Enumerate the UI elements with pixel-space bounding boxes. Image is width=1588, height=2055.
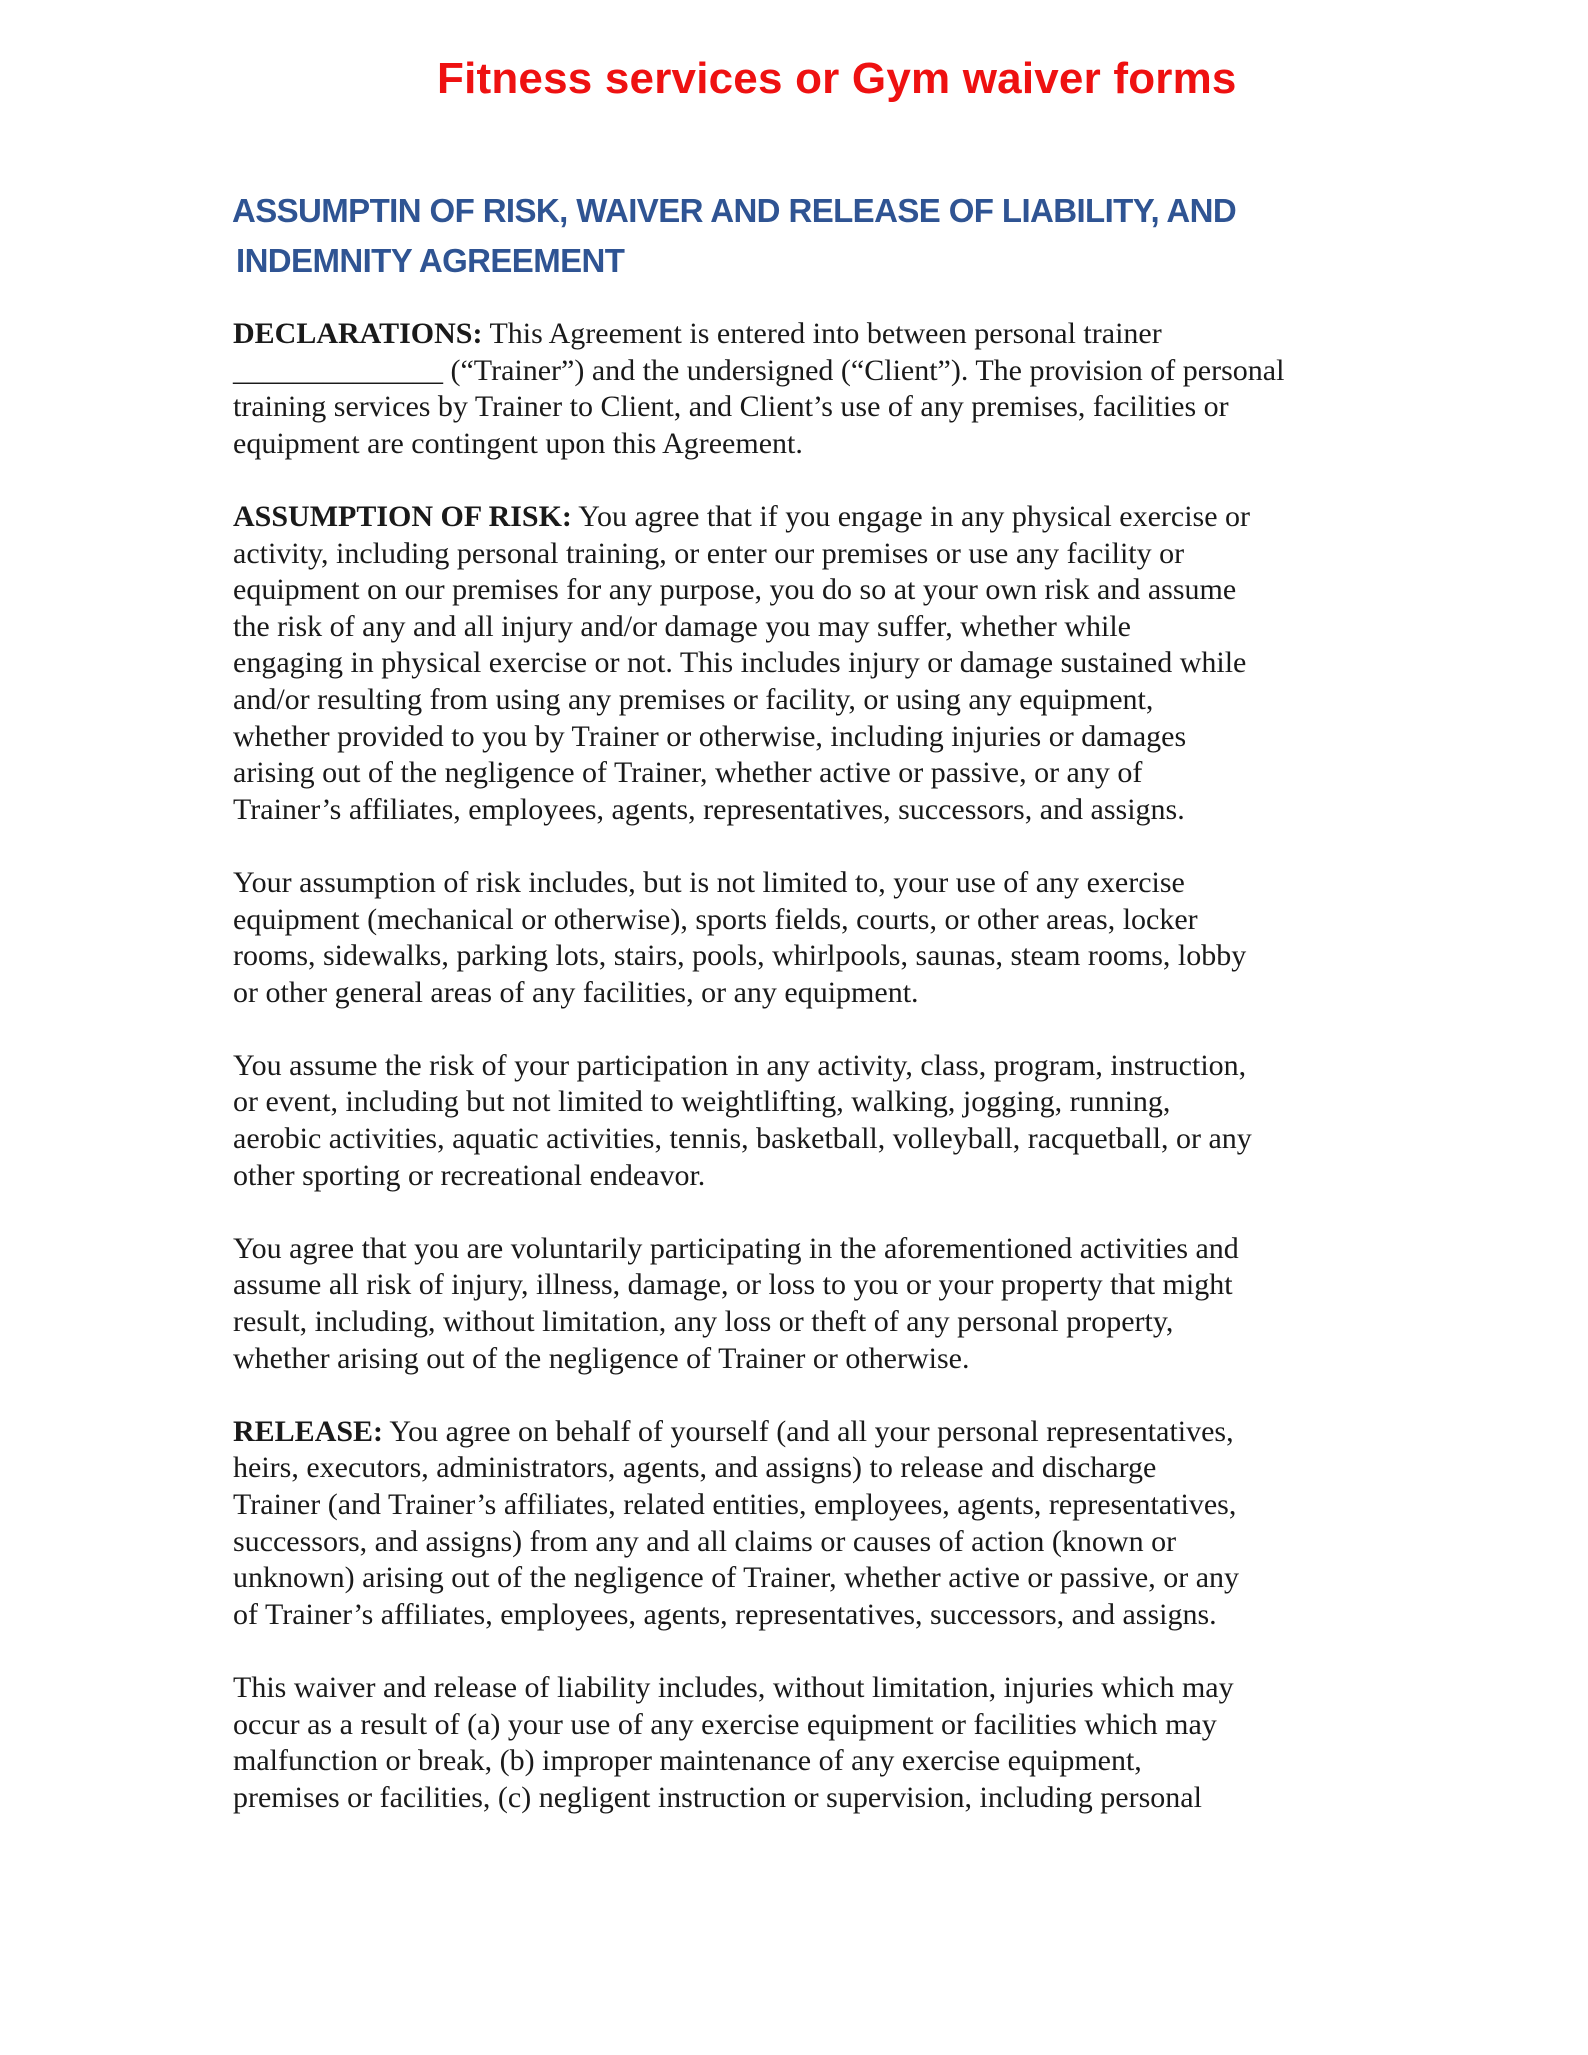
text-line bbox=[233, 902, 1284, 939]
line-text: successors, and assigns) from any and all claims or causes of action (known or bbox=[233, 1524, 1177, 1558]
text-line bbox=[233, 1158, 1284, 1195]
text-line bbox=[233, 536, 1284, 573]
line-text: Trainer’s affiliates, employees, agents, representatives, successors, and assigns. bbox=[233, 792, 1185, 826]
text-line bbox=[233, 609, 1284, 646]
line-text: rooms, sidewalks, parking lots, stairs, pools, whirlpools, saunas, steam rooms, lobby bbox=[233, 939, 1247, 973]
paragraph bbox=[233, 1231, 1284, 1377]
text-line bbox=[233, 1450, 1284, 1487]
paragraph bbox=[233, 1670, 1284, 1816]
text-line bbox=[233, 1267, 1284, 1304]
text-line bbox=[233, 389, 1284, 426]
text-line bbox=[233, 1341, 1284, 1378]
text-line bbox=[233, 682, 1284, 719]
text-line bbox=[233, 1524, 1284, 1561]
line-text: equipment (mechanical or otherwise), sports fields, courts, or other areas, locker bbox=[233, 902, 1198, 936]
line-text: activity, including personal training, or enter our premises or use any facility or bbox=[233, 536, 1185, 570]
text-line bbox=[233, 719, 1284, 756]
text-line bbox=[233, 1414, 1284, 1451]
line-text: This waiver and release of liability includes, without limitation, injuries which may bbox=[233, 1670, 1234, 1704]
line-text: training services by Trainer to Client, and Client’s use of any premises, facilities or bbox=[233, 390, 1229, 424]
paragraph bbox=[233, 1048, 1284, 1194]
text-line bbox=[233, 1560, 1284, 1597]
line-text: result, including, without limitation, any loss or theft of any personal property, bbox=[233, 1305, 1174, 1339]
line-text: equipment on our premises for any purpose, you do so at your own risk and assume bbox=[233, 573, 1237, 607]
line-text: or event, including but not limited to weightlifting, walking, jogging, running, bbox=[233, 1085, 1171, 1119]
agreement-body bbox=[233, 316, 1284, 1853]
text-line bbox=[233, 1743, 1284, 1780]
line-text: ______________ (“Trainer”) and the undersigned (“Client”). The provision of personal bbox=[233, 353, 1285, 387]
line-text: Trainer (and Trainer’s affiliates, related entities, employees, agents, representatives, bbox=[233, 1488, 1237, 1521]
section-label: RELEASE: bbox=[233, 1414, 384, 1448]
line-text: engaging in physical exercise or not. This includes injury or damage sustained while bbox=[233, 646, 1247, 680]
line-text: arising out of the negligence of Trainer, whether active or passive, or any of bbox=[233, 756, 1143, 790]
section-label: DECLARATIONS: bbox=[233, 317, 483, 350]
line-text: equipment are contingent upon this Agreement. bbox=[233, 426, 803, 460]
heading-line: ASSUMPTIN OF RISK, WAIVER AND RELEASE OF LIABILITY, AND bbox=[232, 192, 1237, 229]
text-line bbox=[233, 572, 1284, 609]
text-line bbox=[233, 1121, 1284, 1158]
line-text: or other general areas of any facilities, or any equipment. bbox=[233, 975, 919, 1009]
line-text: You assume the risk of your participation in any activity, class, program, instruction, bbox=[233, 1048, 1247, 1082]
line-text: and/or resulting from using any premises or facility, or using any equipment, bbox=[233, 682, 1154, 716]
document-title: Fitness services or Gym waiver forms bbox=[437, 54, 1237, 103]
text-line bbox=[233, 1487, 1284, 1524]
line-text: aerobic activities, aquatic activities, tennis, basketball, volleyball, racquetball, or any bbox=[233, 1122, 1252, 1156]
text-line bbox=[233, 499, 1284, 536]
paragraph bbox=[233, 316, 1284, 462]
line-text: heirs, executors, administrators, agents, and assigns) to release and discharge bbox=[233, 1451, 1157, 1485]
line-text: occur as a result of (a) your use of any exercise equipment or facilities which may bbox=[233, 1707, 1217, 1741]
text-line bbox=[233, 1707, 1284, 1744]
text-line bbox=[233, 645, 1284, 682]
text-line bbox=[233, 792, 1284, 829]
line-text: of Trainer’s affiliates, employees, agents, representatives, successors, and assigns. bbox=[233, 1597, 1217, 1631]
section-label: ASSUMPTION OF RISK: bbox=[233, 499, 572, 533]
line-text: unknown) arising out of the negligence of Trainer, whether active or passive, or any bbox=[233, 1561, 1240, 1595]
line-text: premises or facilities, (c) negligent instruction or supervision, including personal bbox=[233, 1780, 1202, 1814]
text-line bbox=[233, 1048, 1284, 1085]
paragraph bbox=[233, 1414, 1284, 1634]
line-text: You agree that you are voluntarily participating in the aforementioned activities and bbox=[233, 1231, 1239, 1265]
text-line bbox=[233, 1084, 1284, 1121]
line-text: You agree that if you engage in any physical exercise or bbox=[571, 499, 1251, 533]
paragraph bbox=[233, 499, 1284, 828]
text-line bbox=[233, 1304, 1284, 1341]
text-line bbox=[233, 938, 1284, 975]
text-line bbox=[233, 316, 1284, 353]
text-line bbox=[233, 975, 1284, 1012]
line-text: other sporting or recreational endeavor. bbox=[233, 1158, 706, 1192]
text-line bbox=[233, 865, 1284, 902]
line-text: assume all risk of injury, illness, damage, or loss to you or your property that might bbox=[233, 1268, 1233, 1302]
text-line bbox=[233, 1231, 1284, 1268]
text-line bbox=[233, 1780, 1284, 1817]
agreement-heading bbox=[232, 186, 1236, 286]
line-text: the risk of any and all injury and/or damage you may suffer, whether while bbox=[233, 609, 1131, 643]
line-text: You agree on behalf of yourself (and all your personal representatives, bbox=[383, 1414, 1234, 1448]
line-text: Your assumption of risk includes, but is not limited to, your use of any exercise bbox=[233, 865, 1185, 899]
heading-line: INDEMNITY AGREEMENT bbox=[236, 242, 625, 279]
text-line bbox=[233, 426, 1284, 463]
text-line bbox=[233, 1670, 1284, 1707]
text-line bbox=[233, 755, 1284, 792]
line-text: whether provided to you by Trainer or otherwise, including injuries or damages bbox=[233, 719, 1187, 753]
paragraph bbox=[233, 865, 1284, 1011]
line-text: whether arising out of the negligence of Trainer or otherwise. bbox=[233, 1341, 970, 1375]
line-text: malfunction or break, (b) improper maintenance of any exercise equipment, bbox=[233, 1744, 1142, 1778]
text-line bbox=[233, 1597, 1284, 1634]
line-text: This Agreement is entered into between personal trainer bbox=[482, 317, 1162, 350]
text-line bbox=[233, 353, 1284, 390]
